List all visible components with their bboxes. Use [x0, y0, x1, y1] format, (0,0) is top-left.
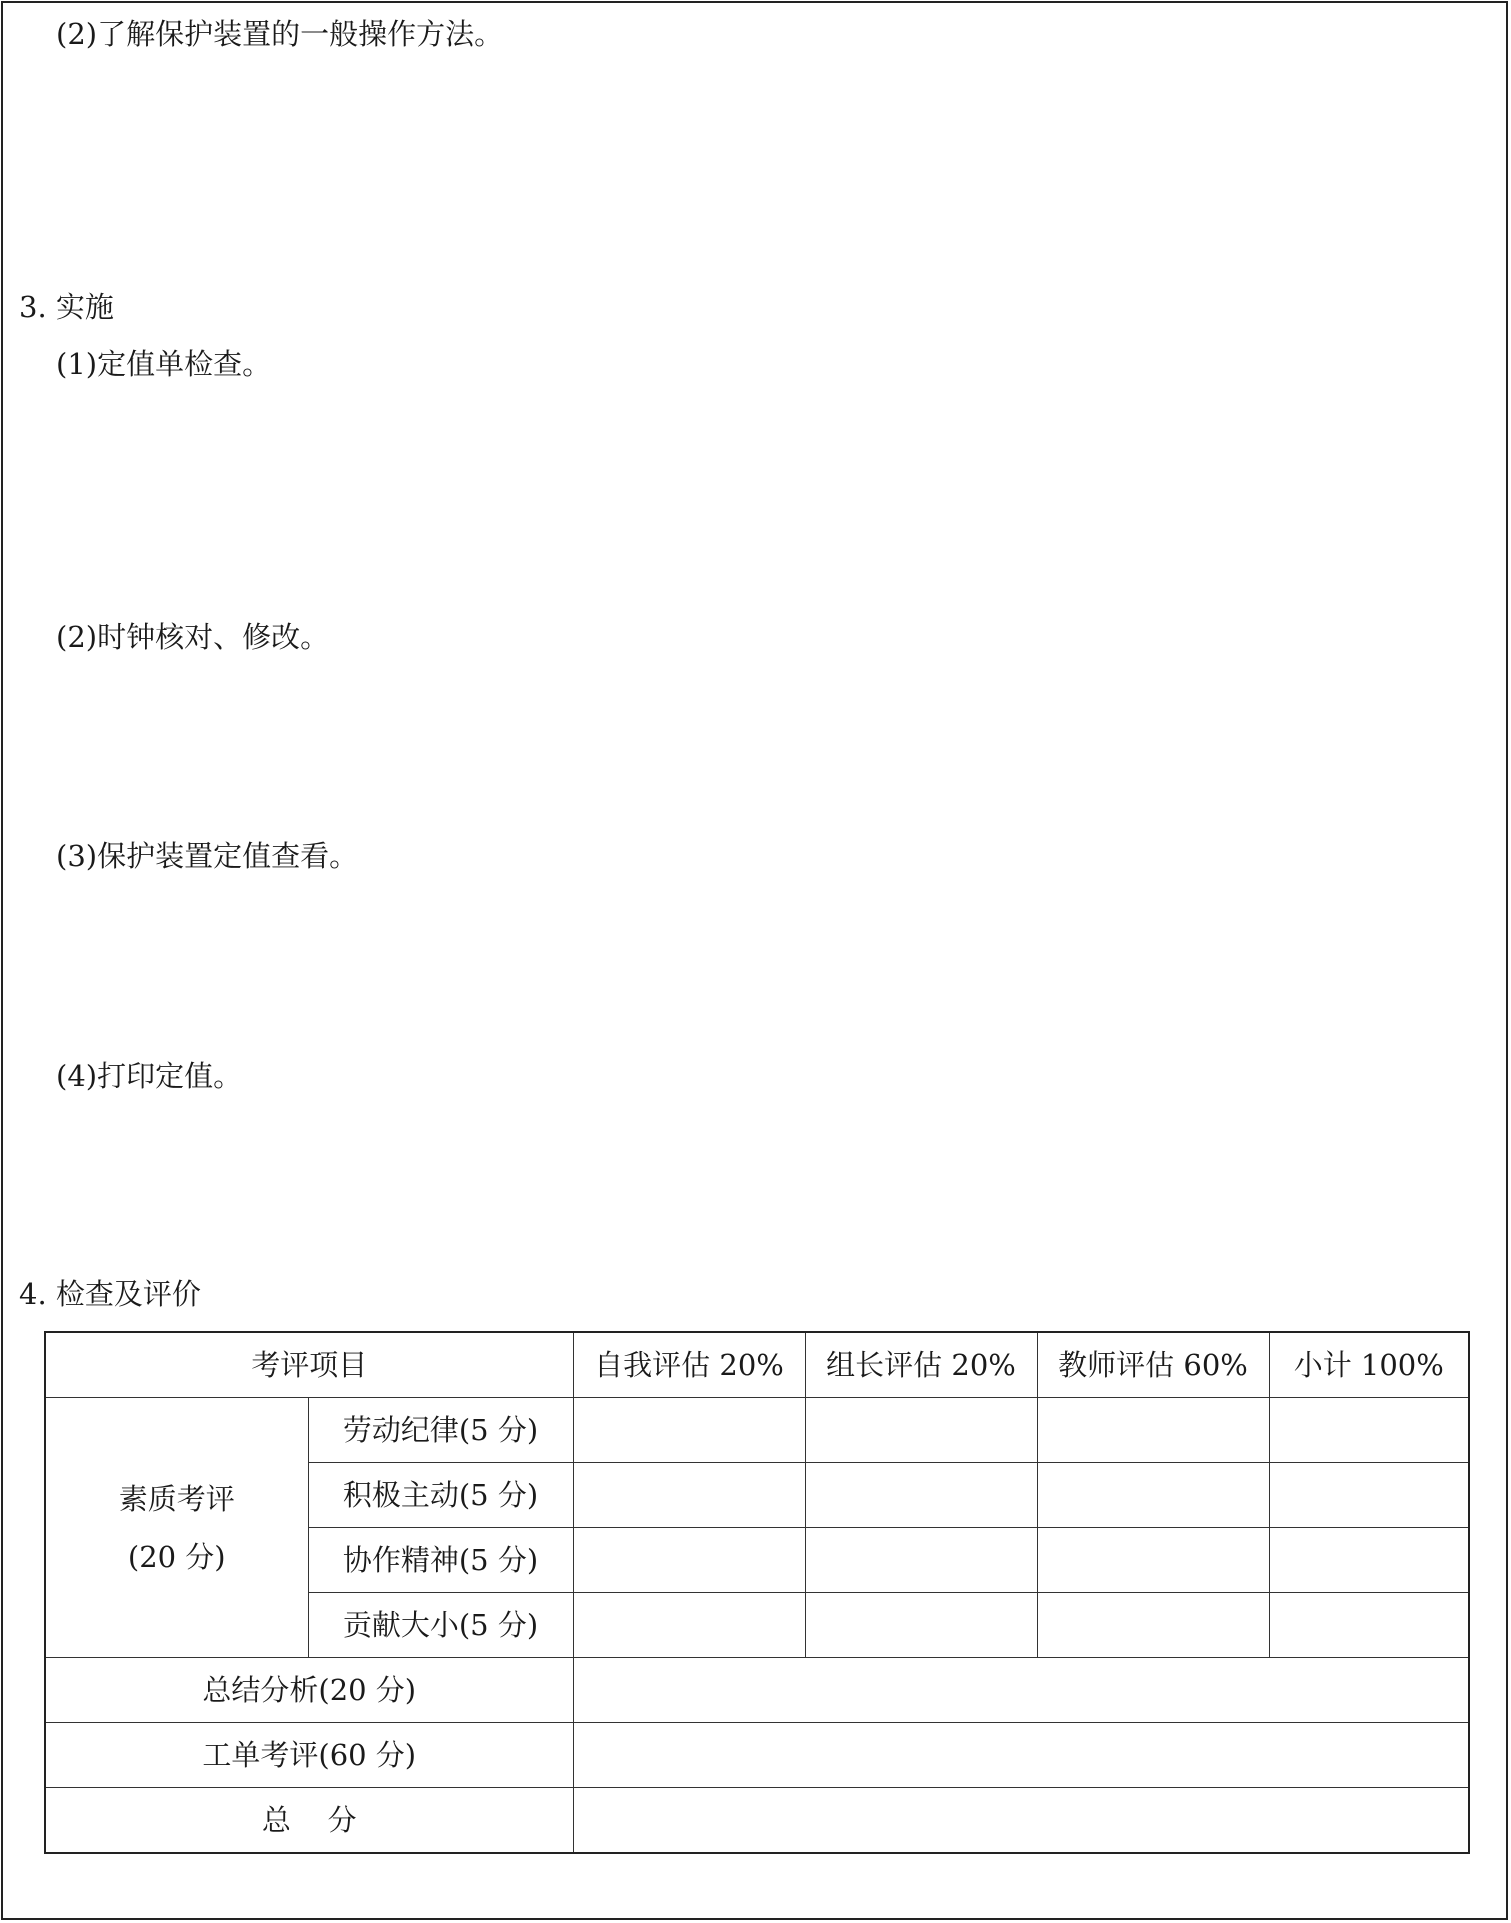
score-cell[interactable] [1269, 1463, 1469, 1528]
table-header-row [45, 1332, 1469, 1398]
summary-label: 总结分析(20 分) [45, 1658, 573, 1723]
header-teacher: 教师评估 60% [1037, 1332, 1269, 1398]
item-2-2: (2)了解保护装置的一般操作方法。 [56, 17, 504, 51]
summary-value-cell[interactable] [573, 1658, 1469, 1723]
header-subtotal: 小计 100% [1269, 1332, 1469, 1398]
header-item: 考评项目 [45, 1332, 573, 1398]
worksheet-label: 工单考评(60 分) [45, 1723, 573, 1788]
score-cell[interactable] [1269, 1593, 1469, 1658]
item-3-3: (3)保护装置定值查看。 [56, 839, 359, 873]
score-cell[interactable] [805, 1463, 1037, 1528]
score-cell[interactable] [573, 1463, 805, 1528]
section-4-title: 4. 检查及评价 [19, 1277, 201, 1311]
quality-group-cell [45, 1398, 308, 1658]
quality-row-label: 劳动纪律(5 分) [308, 1398, 573, 1463]
score-cell[interactable] [1037, 1528, 1269, 1593]
quality-row-label: 积极主动(5 分) [308, 1463, 573, 1528]
score-cell[interactable] [805, 1398, 1037, 1463]
score-cell[interactable] [573, 1398, 805, 1463]
header-self: 自我评估 20% [573, 1332, 805, 1398]
score-cell[interactable] [805, 1593, 1037, 1658]
table-row [45, 1398, 1469, 1463]
worksheet-value-cell[interactable] [573, 1723, 1469, 1788]
table-row [45, 1658, 1469, 1723]
item-3-2: (2)时钟核对、修改。 [56, 620, 330, 654]
header-leader: 组长评估 20% [805, 1332, 1037, 1398]
score-cell[interactable] [1037, 1593, 1269, 1658]
score-cell[interactable] [573, 1528, 805, 1593]
quality-group-points: (20 分) [127, 1539, 226, 1574]
score-cell[interactable] [805, 1528, 1037, 1593]
score-cell[interactable] [1037, 1398, 1269, 1463]
item-3-1: (1)定值单检查。 [56, 347, 272, 381]
score-cell[interactable] [1269, 1528, 1469, 1593]
score-cell[interactable] [573, 1593, 805, 1658]
total-value-cell[interactable] [573, 1788, 1469, 1854]
evaluation-table [44, 1331, 1470, 1854]
section-3-title: 3. 实施 [19, 290, 114, 324]
table-row [45, 1788, 1469, 1854]
quality-row-label: 贡献大小(5 分) [308, 1593, 573, 1658]
score-cell[interactable] [1037, 1463, 1269, 1528]
item-3-4: (4)打印定值。 [56, 1059, 243, 1093]
table-row [45, 1723, 1469, 1788]
score-cell[interactable] [1269, 1398, 1469, 1463]
quality-row-label: 协作精神(5 分) [308, 1528, 573, 1593]
total-label: 总 分 [45, 1788, 573, 1854]
quality-group-label: 素质考评 [118, 1481, 235, 1516]
